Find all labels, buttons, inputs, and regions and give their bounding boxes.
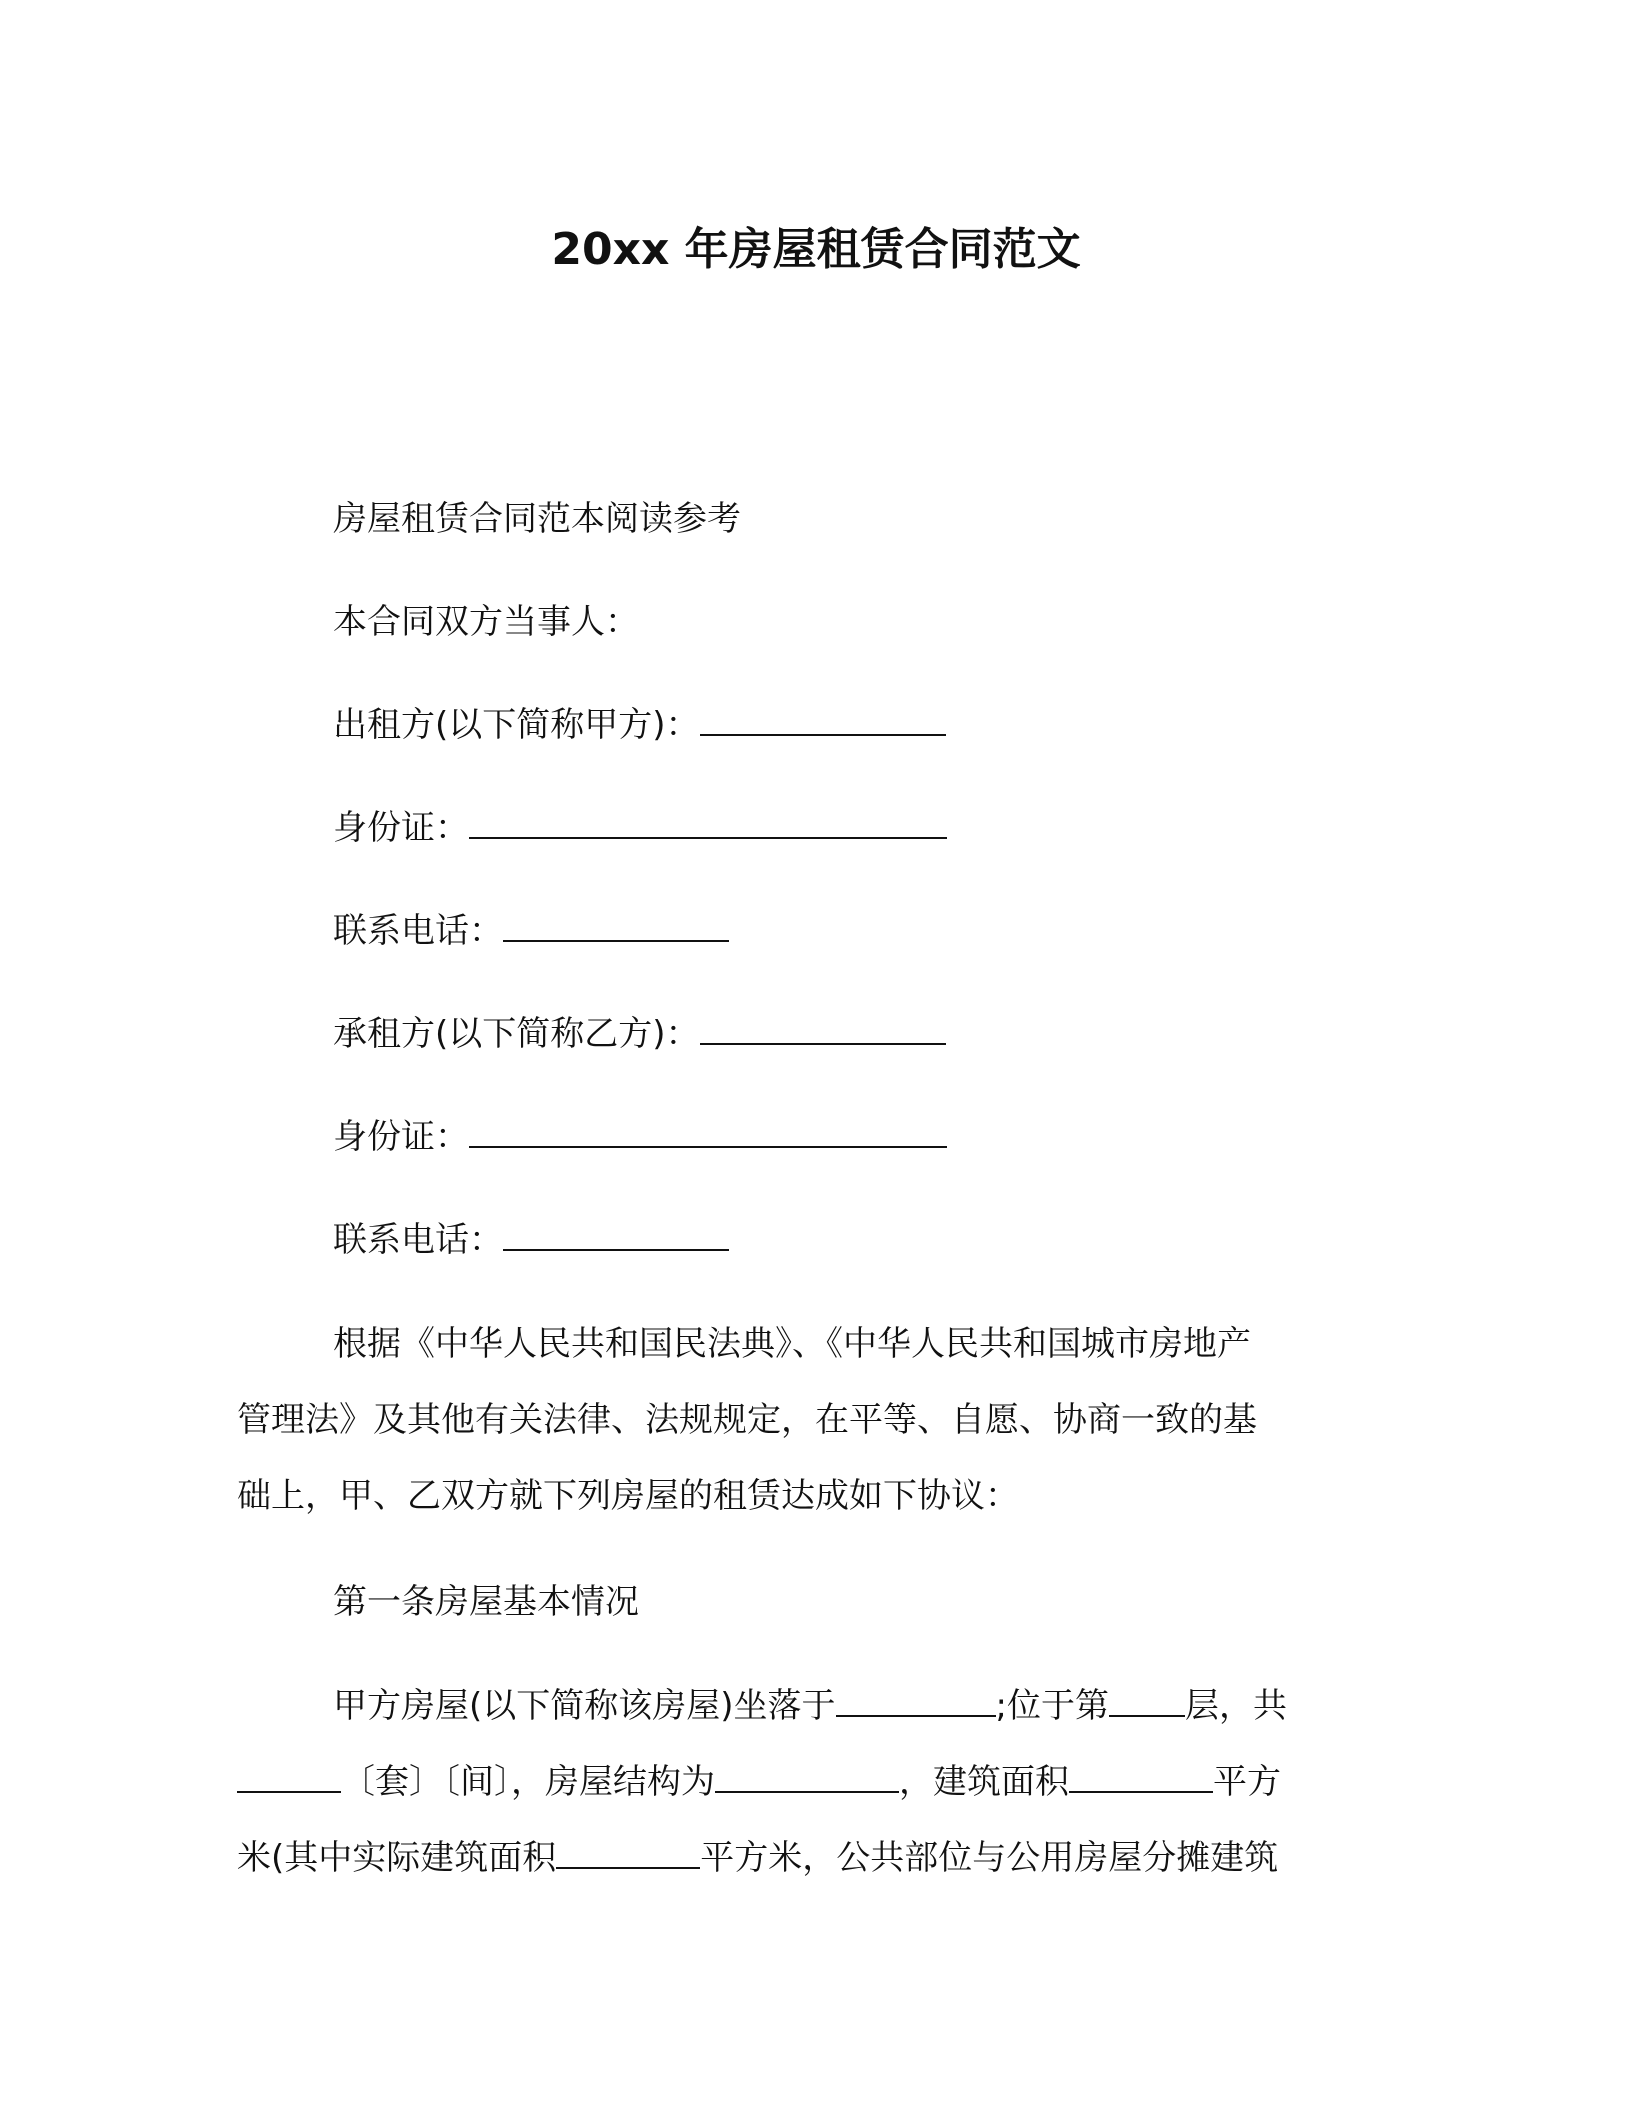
lessor-label: 出租方(以下简称甲方)： [333,705,700,745]
article1-line1-text-b: ;位于第 [995,1686,1109,1726]
lessor-id-label: 身份证： [333,808,469,848]
area-blank [1069,1761,1213,1793]
parties-heading: 本合同双方当事人： [333,602,639,642]
lessor-phone-line [333,909,729,953]
article1-line2-text-c: 平方 [1213,1762,1281,1802]
lessor-phone-blank [503,910,729,942]
article1-line2-text-a: 〔套〕〔间〕，房屋结构为 [341,1762,715,1802]
preamble-line-3: 础上，甲、乙双方就下列房屋的租赁达成如下协议： [237,1476,1019,1516]
lessor-id-blank [469,807,947,839]
actual-area-blank [556,1837,700,1869]
lessee-label: 承租方(以下简称乙方)： [333,1014,700,1054]
lessee-name-blank [700,1013,946,1045]
floor-blank [1109,1685,1185,1717]
article1-line-2 [237,1760,1281,1804]
lessee-line [333,1012,946,1056]
document-title: 20xx 年房屋租赁合同范文 [551,224,1081,275]
address-blank [836,1685,996,1717]
article1-heading: 第一条房屋基本情况 [333,1582,639,1622]
article1-line3-text-b: 平方米，公共部位与公用房屋分摊建筑 [700,1838,1279,1878]
lessee-phone-blank [503,1219,729,1251]
article1-line3-text-a: 米(其中实际建筑面积 [237,1838,557,1878]
units-blank [237,1761,341,1793]
subtitle: 房屋租赁合同范本阅读参考 [333,499,741,539]
article1-line-1 [333,1684,1287,1728]
lessee-id-line [333,1115,947,1159]
lessor-phone-label: 联系电话： [333,911,503,951]
preamble-line-2: 管理法》及其他有关法律、法规规定，在平等、自愿、协商一致的基 [237,1400,1257,1440]
lessee-id-label: 身份证： [333,1117,469,1157]
lessor-name-blank [700,704,946,736]
lessee-phone-label: 联系电话： [333,1220,503,1260]
lessor-id-line [333,806,947,850]
lessor-line [333,703,946,747]
article1-line-3 [237,1836,1278,1880]
structure-blank [715,1761,899,1793]
preamble-line-1: 根据《中华人民共和国民法典》、《中华人民共和国城市房地产 [333,1324,1251,1364]
article1-line1-text-a: 甲方房屋(以下简称该房屋)坐落于 [333,1686,836,1726]
lessee-id-blank [469,1116,947,1148]
lessee-phone-line [333,1218,729,1262]
article1-line1-text-c: 层，共 [1185,1686,1287,1726]
article1-line2-text-b: ，建筑面积 [899,1762,1069,1802]
